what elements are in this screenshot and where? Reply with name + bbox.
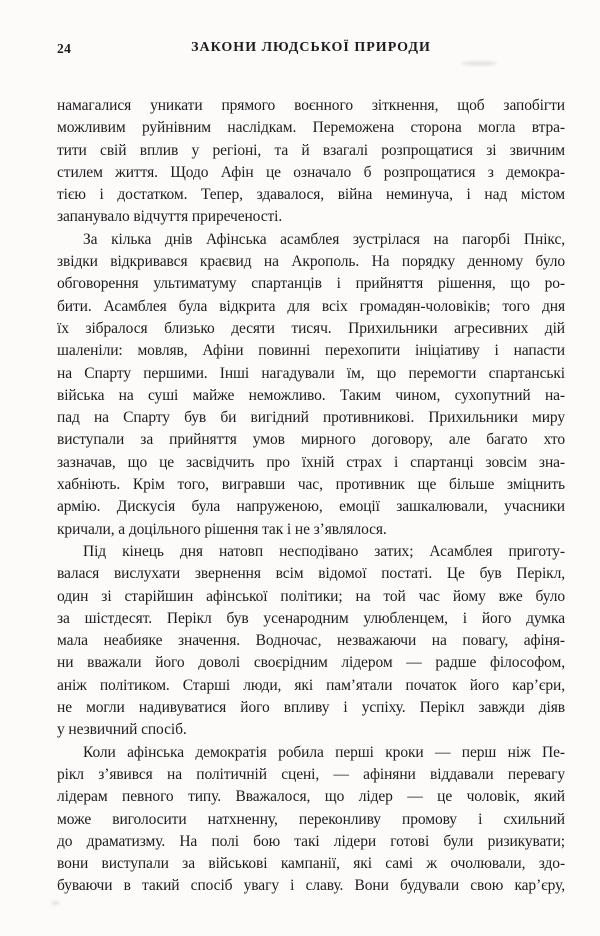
text-line: за шістдесят. Перікл був усенародним улюбленцем, і його думка [57,609,565,627]
text-line: Під кінець дня натовп несподівано затих; Асамблея приготу- [83,542,565,560]
text-line: ни вважали його доволі своєрідним лідером — радше філософом, [57,654,565,672]
text-line: За кілька днів Афінська асамблея зустрілася на пагорбі Пнікс, [83,230,565,248]
text-line: тією і достатком. Тепер, здавалося, війна неминуча, і над містом [57,186,565,204]
text-line: до драматизму. На полі бою такі лідери готові були ризикувати; [57,832,565,850]
text-line: можливим руйнівним наслідкам. Переможена сторона могла втра- [57,119,565,137]
text-line: армію. Дискусія була напруженою, емоції зашкалювали, учасники [57,498,565,516]
text-line: буваючи в такий спосіб увагу і славу. Вони будували свою кар’єру, [57,877,565,895]
scan-smudge [461,61,497,66]
text-line: стилем життя. Щодо Афін це означало б розпрощатися з демокра- [57,163,565,181]
text-line: пад на Спарту був би вигідний противникові. Прихильники миру [57,409,565,427]
page-header [57,40,565,60]
text-line: один зі старійшин афінської політики; на той час йому вже було [57,587,565,605]
paragraph [57,229,565,541]
running-title: ЗАКОНИ ЛЮДСЬКОЇ ПРИРОДИ [191,40,431,55]
text-line: намагалися уникати прямого воєнного зіткнення, щоб запобігти [57,97,565,114]
text-line: кричали, а доцільного рішення так і не з’являлося. [57,520,387,538]
paragraph [57,95,565,229]
text-line: звідки відкривався краєвид на Акрополь. На порядку денному було [57,253,565,271]
text-line: на Спарту першими. Інші нагадували їм, що перемогти спартанські [57,364,565,382]
text-line: виступали за прийняття умов мирного договору, але багато хто [57,431,565,449]
text-line: вони виступали за військові кампанії, які самі ж очолювали, здо- [57,855,565,873]
text-line: не могли надивуватися його впливу і успіху. Перікл завжди діяв [57,699,565,717]
text-line: війська на суші майже неможливо. Таким чином, сухопутний на- [57,386,565,404]
text-line: валася вислухати звернення всім відомої постаті. Це був Перікл, [57,565,565,583]
text-line: запанувало відчуття приреченості. [57,208,283,226]
text-line: лідерам певного типу. Вважалося, що лідер — це чоловік, який [57,788,565,806]
text-block [57,95,565,898]
text-line: обговорення ультиматуму спартанців і прийняття рішення, що ро- [57,275,565,293]
paragraph [57,742,565,898]
text-line: хабніють. Крім того, вигравши час, противник ще більше зміцнить [57,476,565,494]
text-line: їх зібралося близько десяти тисяч. Прихильники агресивних дій [57,319,565,337]
text-line: зазначав, що це засвідчить про їхній страх і спартанці зовсім зна- [57,453,565,471]
paragraph [57,541,565,742]
text-line: тити свій вплив у регіоні, та й взагалі розпрощатися зі звичним [57,141,565,159]
page-number: 24 [57,41,72,56]
scan-smudge [51,901,60,905]
text-line: Коли афінська демократія робила перші кроки — перш ніж Пе- [83,743,565,761]
text-line: мала неабияке значення. Водночас, незважаючи на повагу, афіня- [57,632,565,650]
text-line: може виголосити натхненну, переконливу промову і схильний [57,810,565,828]
text-line: шаленіли: мовляв, Афіни повинні перехопити ініціативу і напасти [57,342,565,360]
text-line: у незвичний спосіб. [57,721,187,739]
text-line: бити. Асамблея була відкрита для всіх громадян-чоловіків; того дня [57,297,565,315]
text-line: рікл з’явився на політичній сцені, — афіняни віддавали перевагу [57,765,565,783]
text-line: аніж політиком. Старші люди, які пам’ятали початок його кар’єри, [57,676,565,694]
